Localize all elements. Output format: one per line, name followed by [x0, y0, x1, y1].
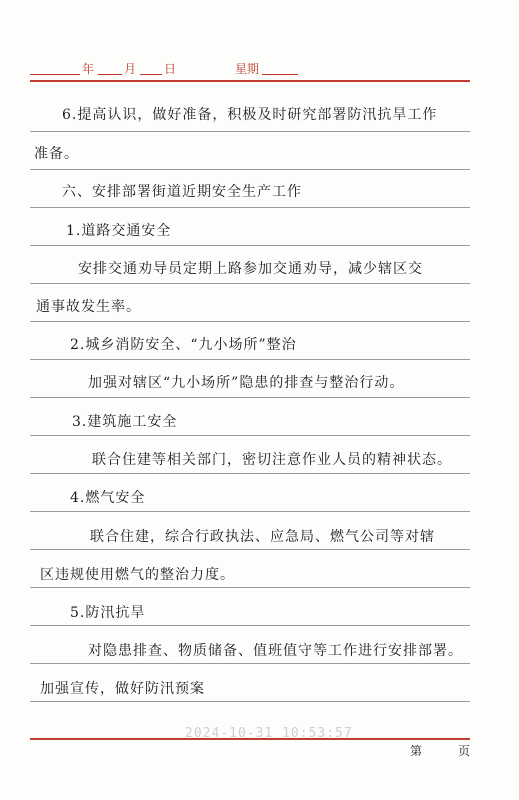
ruled-line	[30, 549, 470, 550]
ruled-line	[30, 435, 470, 436]
ruled-line	[30, 511, 470, 512]
header-red-rule	[30, 80, 470, 82]
handwritten-line: 加强对辖区“九小场所”隐患的排查与整治行动。	[88, 375, 405, 391]
month-blank	[98, 60, 122, 75]
handwritten-line: 安排交通劝导员定期上路参加交通劝导，减少辖区交	[78, 261, 423, 277]
year-label: 年	[82, 62, 95, 76]
handwritten-line: 4.燃气安全	[70, 490, 146, 506]
handwritten-line: 对隐患排查、物质储备、值班值守等工作进行安排部署。	[88, 643, 463, 659]
ruled-line	[30, 359, 470, 360]
date-header	[30, 58, 470, 80]
day-blank	[140, 60, 162, 75]
page-label: 第	[410, 744, 423, 758]
scan-timestamp: 2024-10-31 10:53:57	[185, 726, 353, 741]
ruled-line	[30, 283, 470, 284]
ruled-line	[30, 321, 470, 322]
year-blank	[30, 60, 80, 75]
handwritten-line: 通事故发生率。	[36, 299, 141, 315]
ruled-line	[30, 169, 470, 170]
page-suffix: 页	[458, 744, 471, 758]
ruled-line	[30, 131, 470, 132]
handwritten-line: 3.建筑施工安全	[72, 414, 178, 430]
handwritten-line: 区违规使用燃气的整治力度。	[40, 567, 235, 583]
handwritten-line: 5.防汛抗旱	[70, 605, 146, 621]
ruled-line	[30, 587, 470, 588]
weekday-label: 星期	[235, 62, 260, 76]
ruled-line	[30, 207, 470, 208]
ruled-line	[30, 473, 470, 474]
page-footer	[0, 742, 519, 762]
handwritten-line: 联合住建等相关部门，密切注意作业人员的精神状态。	[92, 452, 452, 468]
day-label: 日	[164, 62, 177, 76]
handwritten-line: 1.道路交通安全	[66, 223, 172, 239]
weekday-blank	[262, 60, 298, 75]
handwritten-line: 2.城乡消防安全、“九小场所”整治	[70, 337, 297, 353]
handwritten-line: 六、安排部署街道近期安全生产工作	[62, 184, 302, 200]
handwritten-line: 6.提高认识，做好准备，积极及时研究部署防汛抗旱工作	[62, 107, 438, 123]
handwritten-line: 准备。	[34, 146, 79, 162]
ruled-line	[30, 701, 470, 702]
ruled-line	[30, 397, 470, 398]
handwritten-line: 加强宣传，做好防汛预案	[40, 681, 205, 697]
month-label: 月	[124, 62, 137, 76]
ruled-line	[30, 625, 470, 626]
ruled-line	[30, 245, 470, 246]
ruled-line	[30, 663, 470, 664]
handwritten-line: 联合住建，综合行政执法、应急局、燃气公司等对辖	[90, 529, 435, 545]
